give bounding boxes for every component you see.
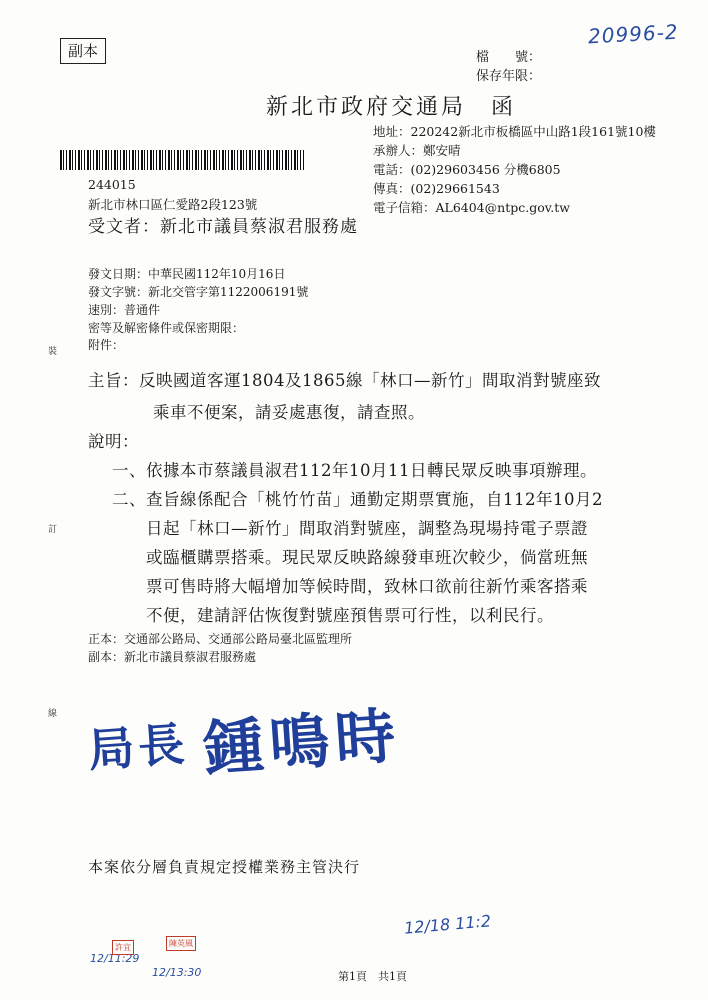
signature-stamp — [86, 695, 404, 785]
document-title: 新北市政府交通局 函 — [266, 95, 517, 120]
copy-recipients: 副本：新北市議員蔡淑君服務處 — [88, 650, 257, 664]
issue-date: 發文日期：中華民國112年10月16日 — [88, 267, 286, 281]
speed: 速別：普通件 — [88, 303, 161, 317]
contact-address: 地址：220242新北市板橋區中山路1段161號10樓 — [373, 124, 656, 139]
file-number-label: 檔 號： — [476, 50, 542, 65]
handwritten-date: 12/11:29 — [90, 952, 140, 965]
contact-email: 電子信箱：AL6404@ntpc.gov.tw — [373, 200, 570, 215]
signature-name: 鍾鳴時 — [201, 701, 404, 785]
recipient: 受文者：新北市議員蔡淑君服務處 — [88, 217, 358, 237]
binding-mark: 線 — [48, 709, 58, 719]
authorization-note: 本案依分層負責規定授權業務主管決行 — [88, 858, 361, 876]
signature-title: 局長 — [86, 716, 190, 778]
subject-line: 主旨：反映國道客運1804及1865線「林口—新竹」間取消對號座致 — [88, 371, 601, 390]
explanation-item: 不便，建請評估恢復對號座預售票可行性，以利民行。 — [146, 606, 554, 625]
receipt-stamp: 陳英風 — [166, 936, 196, 951]
receipt-stamp: 許宜 — [112, 940, 134, 955]
recipient-address: 新北市林口區仁愛路2段123號 — [88, 197, 258, 212]
explanation-item: 票可售時將大幅增加等候時間，致林口欲前往新竹乘客搭乘 — [146, 577, 588, 596]
secrecy: 密等及解密條件或保密期限： — [88, 321, 245, 335]
attachment: 附件： — [88, 338, 125, 352]
page-number: 第1頁 共1頁 — [338, 970, 407, 983]
document-number: 發文字號：新北交管字第1122006191號 — [88, 285, 309, 299]
subject-line: 乘車不便案，請妥處惠復，請查照。 — [153, 403, 425, 422]
original-recipients: 正本：交通部公路局、交通部公路局臺北區監理所 — [88, 632, 353, 646]
contact-phone: 電話：(02)29603456 分機6805 — [373, 162, 561, 177]
binding-mark: 訂 — [48, 525, 58, 535]
postal-code: 244015 — [88, 177, 136, 192]
retention-label: 保存年限： — [476, 69, 542, 84]
explanation-label: 說明： — [88, 432, 139, 451]
handwritten-date: 12/13:30 — [152, 966, 202, 979]
handwritten-number: 20996-2 — [587, 19, 680, 49]
binding-mark: 裝 — [48, 347, 58, 357]
explanation-item: 二、查旨線係配合「桃竹竹苗」通勤定期票實施，自112年10月2 — [112, 490, 603, 509]
contact-handler: 承辦人：鄭安晴 — [373, 143, 461, 158]
contact-fax: 傳真：(02)29661543 — [373, 181, 500, 196]
handwritten-note: 12/18 11:2 — [403, 911, 492, 938]
barcode — [60, 150, 304, 170]
explanation-item: 一、依據本市蔡議員淑君112年10月11日轉民眾反映事項辦理。 — [112, 461, 597, 480]
explanation-item: 或臨櫃購票搭乘。現民眾反映路線發車班次較少，倘當班無 — [146, 548, 588, 567]
explanation-item: 日起「林口—新竹」間取消對號座，調整為現場持電子票證 — [146, 519, 588, 538]
copy-label: 副本 — [60, 38, 106, 64]
